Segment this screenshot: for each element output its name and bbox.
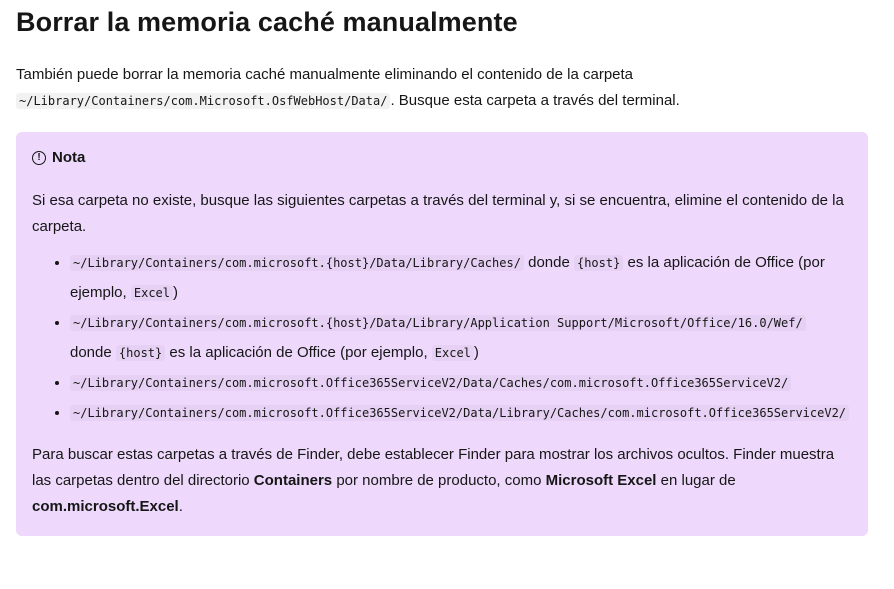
containers-bold: Containers xyxy=(253,472,333,489)
intro-path-code: ~/Library/Containers/com.Microsoft.OsfWebHost/Data/ xyxy=(16,93,390,109)
list-text: ) xyxy=(173,284,178,301)
list-item xyxy=(70,368,852,398)
list-item xyxy=(70,248,852,308)
list-text: es la aplicación de Office (por ejemplo, xyxy=(70,254,825,301)
host-code: {host} xyxy=(574,255,623,271)
info-circle-icon: ! xyxy=(32,151,46,165)
finder-text: por nombre de producto, como xyxy=(332,472,546,489)
finder-text: Para buscar estas carpetas a través de Finder, debe establecer Finder para mostrar los archivos ocultos. Finder muestra las carpetas dentro del directorio xyxy=(32,446,835,489)
excel-code: Excel xyxy=(432,345,474,361)
list-text: donde xyxy=(523,254,574,271)
note-paragraph: Si esa carpeta no existe, busque las siguientes carpetas a través del terminal y, si se encuentra, elimine el contenido de la carpeta. xyxy=(32,192,844,235)
list-item xyxy=(70,308,852,368)
folder-path-code: ~/Library/Containers/com.microsoft.Office365ServiceV2/Data/Library/Caches/com.microsoft.Office365ServiceV2/ xyxy=(70,405,849,421)
folder-path-code: ~/Library/Containers/com.microsoft.Office365ServiceV2/Data/Caches/com.microsoft.Office365ServiceV2/ xyxy=(70,375,791,391)
note-header xyxy=(32,148,852,168)
intro-paragraph xyxy=(16,62,868,114)
intro-text: También puede borrar la memoria caché manualmente eliminando el contenido de la carpeta xyxy=(16,66,634,83)
folder-path-code: ~/Library/Containers/com.microsoft.{host}/Data/Library/Application Support/Microsoft/Office/16.0/Wef/ xyxy=(70,315,806,331)
excel-code: Excel xyxy=(131,285,173,301)
folder-path-code: ~/Library/Containers/com.microsoft.{host}/Data/Library/Caches/ xyxy=(70,255,524,271)
com-microsoft-excel-bold: com.microsoft.Excel xyxy=(32,498,179,515)
list-text: ) xyxy=(473,344,479,361)
note-title: Nota xyxy=(52,149,86,166)
list-text: es la aplicación de Office (por ejemplo, xyxy=(165,344,432,361)
list-text: donde xyxy=(70,344,116,361)
note-callout xyxy=(16,132,868,536)
intro-text-end: . Busque esta carpeta a través del terminal. xyxy=(390,92,680,109)
folder-list xyxy=(32,248,852,428)
list-item xyxy=(70,398,852,428)
finder-paragraph xyxy=(32,442,852,520)
finder-text: . xyxy=(178,498,183,515)
microsoft-excel-bold: Microsoft Excel xyxy=(545,472,657,489)
finder-text: en lugar de xyxy=(656,472,736,489)
page-title: Borrar la memoria caché manualmente xyxy=(16,7,518,37)
host-code: {host} xyxy=(116,345,165,361)
